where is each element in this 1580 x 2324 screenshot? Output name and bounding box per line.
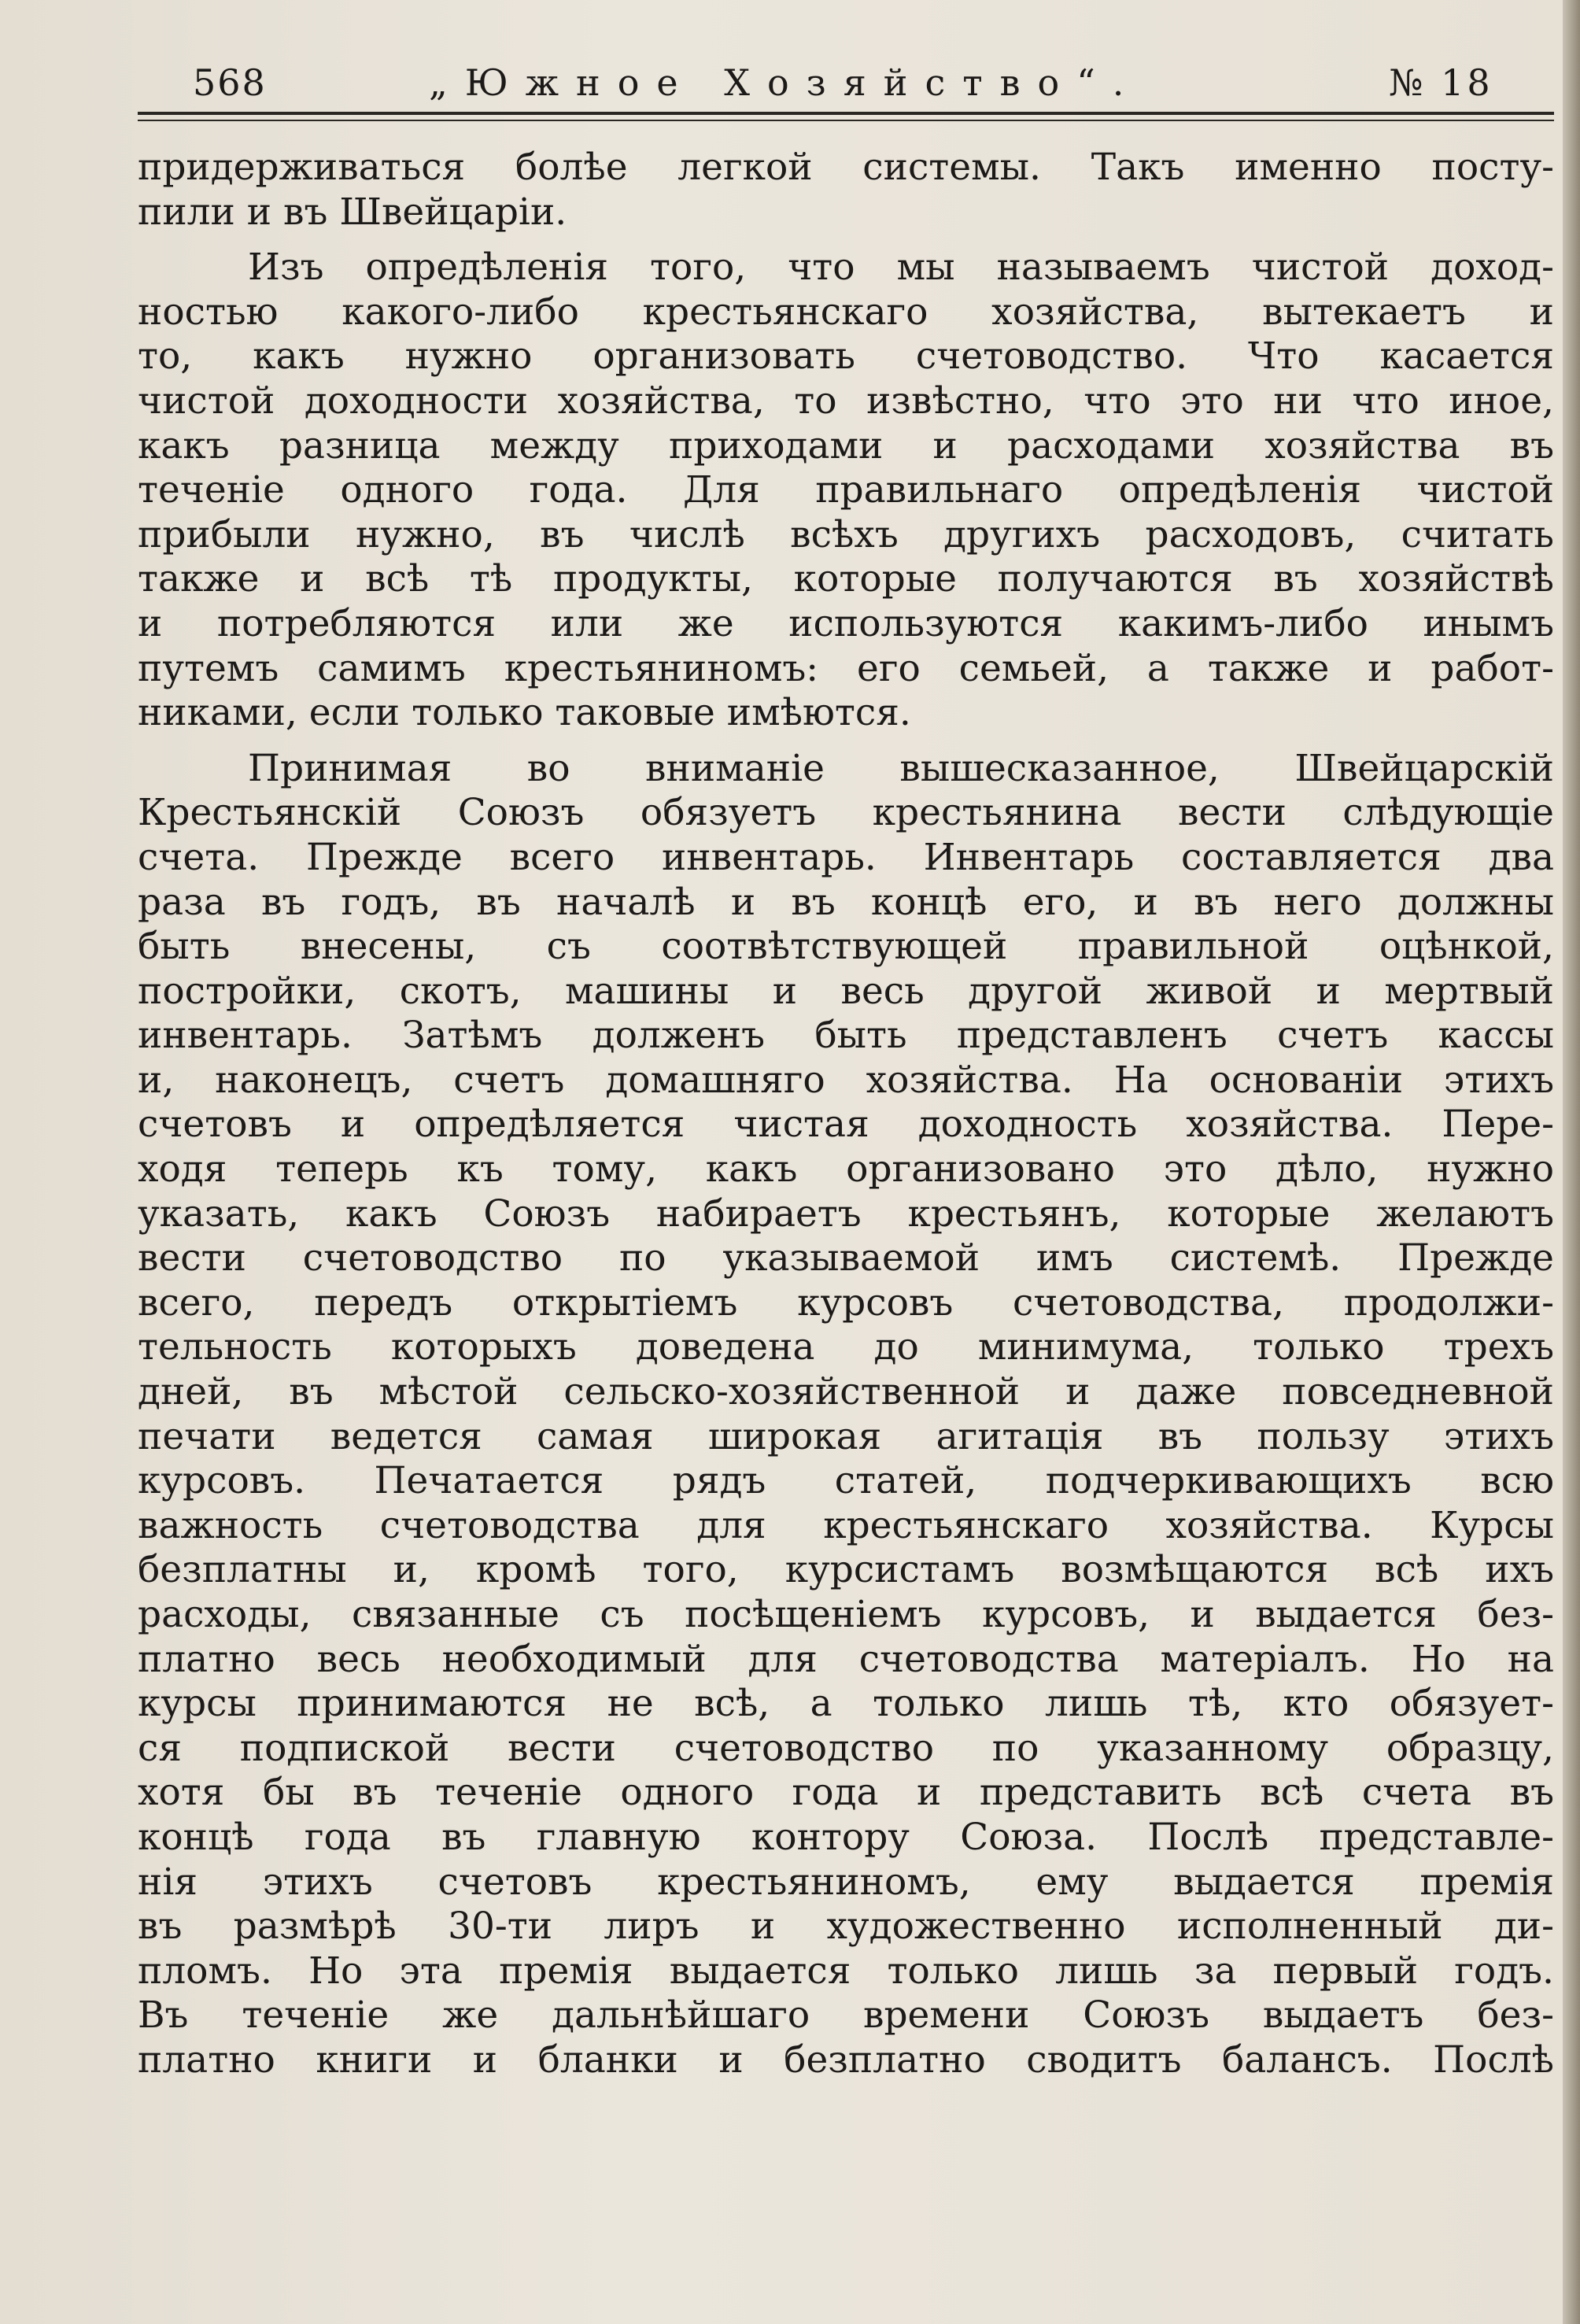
text-line: концѣ года въ главную контору Союза. Послѣ представле- (138, 1815, 1554, 1859)
text-line: тельность которыхъ доведена до минимума, только трехъ (138, 1325, 1554, 1369)
text-line: безплатны и, кромѣ того, курсистамъ возмѣщаются всѣ ихъ (138, 1548, 1554, 1592)
journal-title: „Южное Хозяйство“. (429, 61, 1142, 104)
text-line: платно весь необходимый для счетоводства матеріалъ. Но на (138, 1637, 1554, 1681)
text-line: Изъ опредѣленія того, что мы называемъ чистой доход- (248, 246, 1554, 290)
issue-number: № 18 (1389, 61, 1493, 104)
text-line: какъ разница между приходами и расходами хозяйства въ (138, 423, 1554, 467)
text-line: постройки, скотъ, машины и весь другой живой и мертвый (138, 969, 1554, 1013)
text-line: ходя теперь къ тому, какъ организовано это дѣло, нужно (138, 1147, 1554, 1192)
paragraph (138, 246, 1554, 736)
text-line: счета. Прежде всего инвентарь. Инвентарь составляется два (138, 835, 1554, 879)
text-line: инвентарь. Затѣмъ долженъ быть представленъ счетъ кассы (138, 1014, 1554, 1058)
paragraph (138, 747, 1554, 2083)
text-line: ся подпиской вести счетоводство по указанному образцу, (138, 1726, 1554, 1770)
text-line: Принимая во вниманіе вышесказанное, Швейцарскій (248, 746, 1554, 790)
text-line: прибыли нужно, въ числѣ всѣхъ другихъ расходовъ, считать (138, 512, 1554, 556)
text-line: счетовъ и опредѣляется чистая доходность хозяйства. Пере- (138, 1103, 1554, 1147)
text-line: путемъ самимъ крестьяниномъ: его семьей, а также и работ- (138, 646, 1554, 690)
text-line: пломъ. Но эта премія выдается только лишь за первый годъ. (138, 1949, 1554, 1993)
text-line: то, какъ нужно организовать счетоводство. Что касается (138, 334, 1554, 379)
text-line: чистой доходности хозяйства, то извѣстно, что это ни что иное, (138, 379, 1554, 423)
book-spine-edge (1563, 0, 1580, 2324)
header-rule (138, 112, 1554, 115)
page-number: 568 (193, 61, 267, 104)
text-line: вести счетоводство по указываемой имъ системѣ. Прежде (138, 1236, 1554, 1280)
text-line: придерживаться болѣе легкой системы. Такъ именно посту- (138, 146, 1554, 189)
text-line: быть внесены, съ соотвѣтствующей правильной оцѣнкой, (138, 925, 1554, 969)
text-line: курсовъ. Печатается рядъ статей, подчеркивающихъ всю (138, 1459, 1554, 1503)
text-line: курсы принимаются не всѣ, а только лишь тѣ, кто обязует- (138, 1682, 1554, 1726)
text-line: никами, если только таковые имѣются. (138, 691, 911, 735)
article-body (138, 146, 1554, 2083)
paragraph (138, 146, 1554, 235)
page-header (138, 61, 1538, 116)
text-line: печати ведется самая широкая агитація въ пользу этихъ (138, 1414, 1554, 1458)
text-line: ностью какого-либо крестьянскаго хозяйства, вытекаетъ и (138, 290, 1554, 334)
header-rule-thin (138, 120, 1554, 121)
text-line: нія этихъ счетовъ крестьяниномъ, ему выдается премія (138, 1860, 1554, 1904)
text-line: также и всѣ тѣ продукты, которые получаются въ хозяйствѣ (138, 557, 1554, 601)
text-line: дней, въ мѣстой сельско-хозяйственной и даже повседневной (138, 1370, 1554, 1414)
text-line: Крестьянскій Союзъ обязуетъ крестьянина вести слѣдующіе (138, 791, 1554, 835)
text-line: пили и въ Швейцаріи. (138, 190, 567, 234)
text-line: всего, передъ открытіемъ курсовъ счетоводства, продолжи- (138, 1280, 1554, 1325)
text-line: теченіе одного года. Для правильнаго опредѣленія чистой (138, 468, 1554, 512)
text-line: и потребляются или же используются какимъ-либо инымъ (138, 601, 1554, 645)
text-line: важность счетоводства для крестьянскаго хозяйства. Курсы (138, 1503, 1554, 1547)
text-line: указать, какъ Союзъ набираетъ крестьянъ, которые желаютъ (138, 1192, 1554, 1236)
text-line: платно книги и бланки и безплатно сводитъ балансъ. Послѣ (138, 2038, 1554, 2082)
text-line: Въ теченіе же дальнѣйшаго времени Союзъ выдаетъ без- (138, 1993, 1554, 2038)
text-line: раза въ годъ, въ началѣ и въ концѣ его, и въ него должны (138, 880, 1554, 924)
text-line: въ размѣрѣ 30-ти лиръ и художественно исполненный ди- (138, 1905, 1554, 1949)
text-line: расходы, связанные съ посѣщеніемъ курсовъ, и выдается без- (138, 1593, 1554, 1636)
text-line: и, наконецъ, счетъ домашняго хозяйства. На основаніи этихъ (138, 1058, 1554, 1102)
text-line: хотя бы въ теченіе одного года и представить всѣ счета въ (138, 1771, 1554, 1815)
